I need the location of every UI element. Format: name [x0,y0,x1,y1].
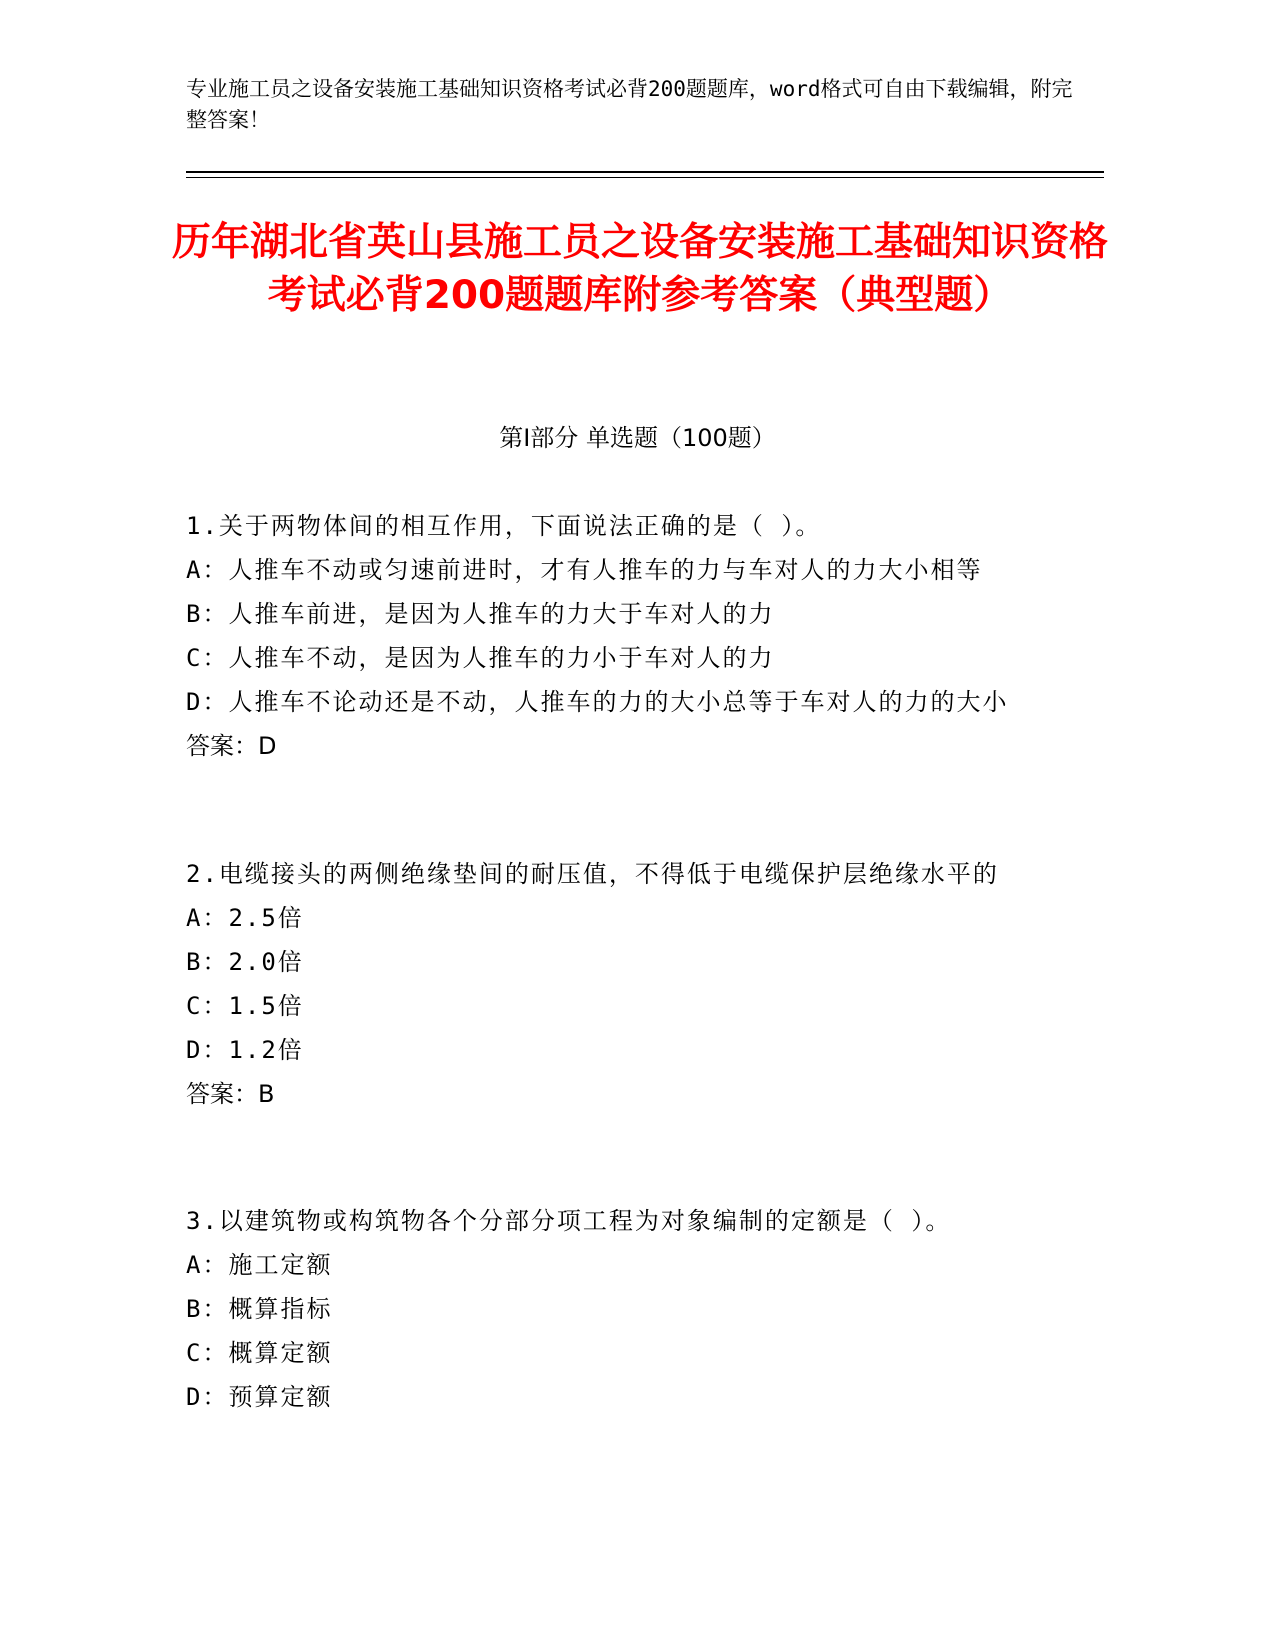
header-divider-thick [186,171,1104,173]
option-c: C：1.5倍 [186,992,304,1020]
option-a: A：人推车不动或匀速前进时，才有人推车的力与车对人的力大小相等 [186,556,983,584]
option-b: B：2.0倍 [186,948,304,976]
option-a: A：施工定额 [186,1251,333,1279]
question-stem: 2.电缆接头的两侧绝缘垫间的耐压值，不得低于电缆保护层绝缘水平的 [186,860,999,888]
option-b: B：人推车前进，是因为人推车的力大于车对人的力 [186,600,775,628]
question-block [186,852,1046,1116]
option-b: B：概算指标 [186,1295,333,1323]
question-block [186,504,1046,768]
option-d: D：1.2倍 [186,1036,304,1064]
section-title: 第Ⅰ部分 单选题（100题） [499,424,776,452]
option-c: C：人推车不动，是因为人推车的力小于车对人的力 [186,644,775,672]
option-d: D：预算定额 [186,1383,333,1411]
question-stem: 1.关于两物体间的相互作用，下面说法正确的是（ ）。 [186,512,822,540]
answer-line: 答案：D [186,732,277,760]
answer-line: 答案：B [186,1080,275,1108]
header-note: 专业施工员之设备安装施工基础知识资格考试必背200题题库，word格式可自由下载编辑，附完整答案！ [186,77,1073,132]
header-divider-thin [186,177,1104,178]
question-stem: 3.以建筑物或构筑物各个分部分项工程为对象编制的定额是（ ）。 [186,1207,952,1235]
document-title: 历年湖北省英山县施工员之设备安装施工基础知识资格考试必背200题题库附参考答案（典型题） [171,220,1108,318]
question-block [186,1199,1046,1419]
option-a: A：2.5倍 [186,904,304,932]
option-c: C：概算定额 [186,1339,333,1367]
option-d: D：人推车不论动还是不动，人推车的力的大小总等于车对人的力的大小 [186,688,1009,716]
